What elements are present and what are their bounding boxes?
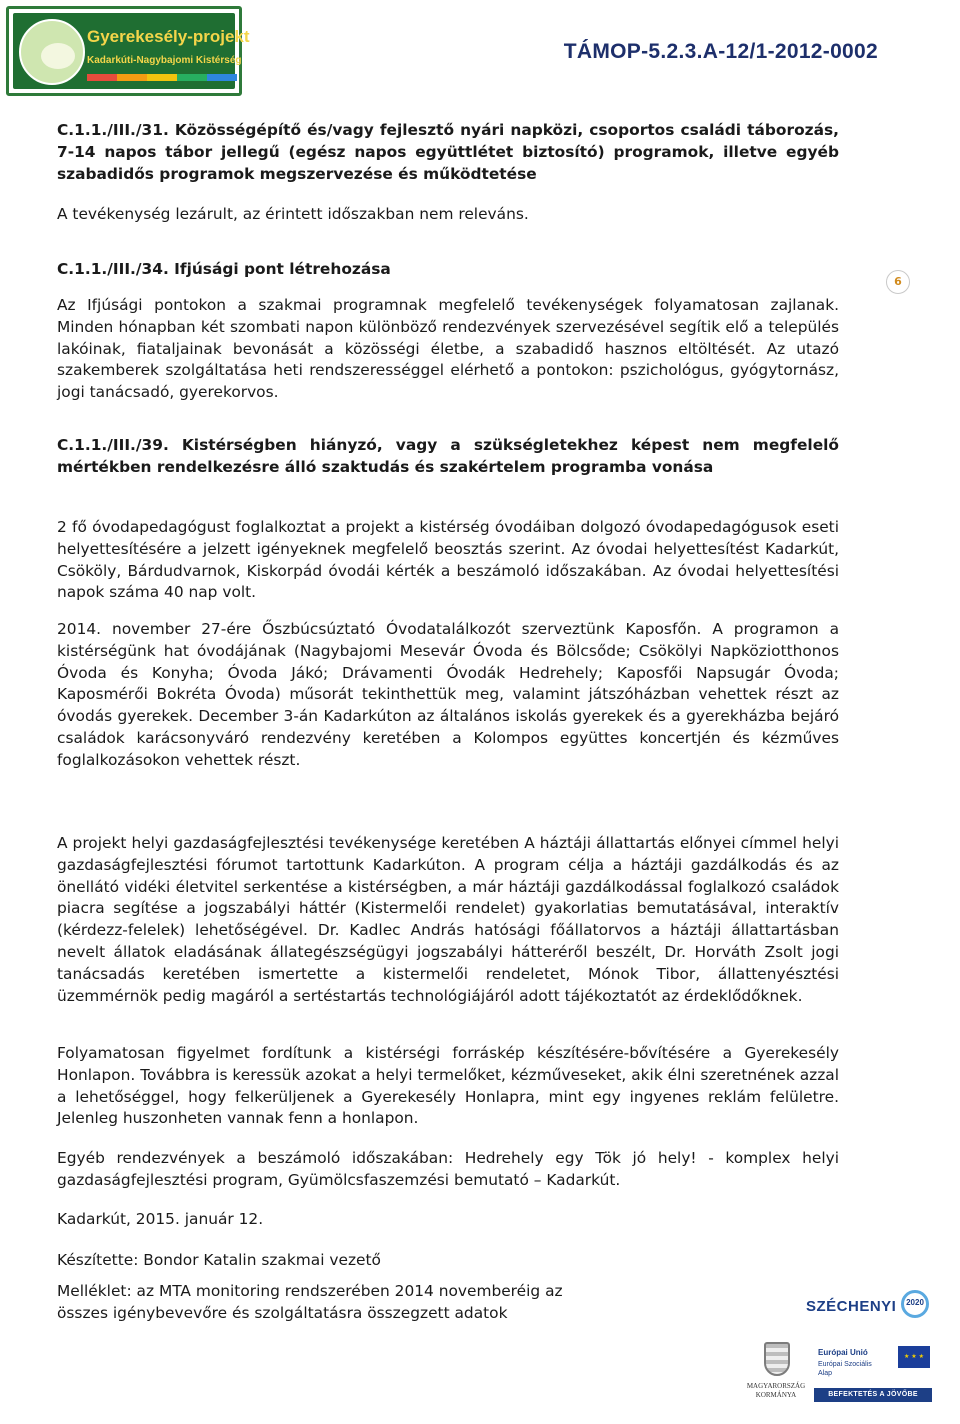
attachment-line-1: Melléklet: az MTA monitoring rendszerében 2014 novemberéig az [57, 1282, 563, 1300]
szechenyi-2020-logo [806, 1290, 930, 1332]
section-39-heading: C.1.1./III./39. Kistérségben hiányzó, vagy a szükségletekhez képest nem megfelelő mértékben rendelkezésre álló szaktudás és szakértelem programba vonása [57, 436, 839, 476]
document-author: Készítette: Bondor Katalin szakmai vezető [57, 1251, 381, 1269]
logo-color-strip [87, 74, 237, 81]
hungary-government-logo [746, 1342, 806, 1408]
attachment-note [57, 1281, 697, 1325]
hungary-line-1: MAGYARORSZÁG [746, 1382, 806, 1390]
project-code: TÁMOP-5.2.3.A-12/1-2012-0002 [563, 40, 878, 63]
logo-subtitle: Kadarkúti-Nagybajomi Kistérség [87, 55, 242, 66]
attachment-line-2: összes igénybevevőre és szolgáltatásra összegzett adatok [57, 1303, 508, 1322]
smiley-icon [41, 43, 75, 69]
szechenyi-year: 2020 [906, 1298, 924, 1307]
document-date: Kadarkút, 2015. január 12. [57, 1210, 264, 1228]
section-31-text: A tevékenység lezárult, az érintett időszakban nem releváns. [57, 205, 529, 223]
eu-flag-icon: ★ ★ ★ [898, 1346, 930, 1368]
eu-line-2: Európai Szociális Alap [818, 1361, 872, 1377]
logo-emblem [19, 19, 85, 85]
logo-background [13, 13, 250, 89]
hungary-government-text [746, 1382, 806, 1400]
szechenyi-text: SZÉCHENYI [806, 1298, 897, 1315]
other-events-paragraph: Egyéb rendezvények a beszámoló időszakában: Hedrehely egy Tök jó hely! - komplex helyi gazdaságfejlesztési program, Gyümölcsfaszemzési bemutató – Kadarkút. [57, 1149, 839, 1189]
section-31-heading: C.1.1./III./31. Közösségépítő és/vagy fejlesztő nyári napközi, csoportos családi táborozás, 7-14 napos tábor jellegű (egész napos együttlétet biztosító) programok, illetve egyéb szabadidős programok megszervezése és működtetése [57, 121, 839, 183]
page-number: 6 [886, 270, 910, 294]
website-paragraph: Folyamatosan figyelmet fordítunk a kistérségi forráskép készítésére-bővítésére a Gyerekesély Honlapon. Továbbra is keressük azokat a helyi termelőket, kézműveseket, akik élni szeretnének azzal a lehetőséggel, hogy felkerüljenek a Gyerekesély Honlapra, mint egy ingyenes reklám felületre. Jelenleg huszonheten vannak fenn a honlapon. [57, 1044, 839, 1128]
section-34-heading: C.1.1./III./34. Ifjúsági pont létrehozása [57, 260, 391, 278]
coat-of-arms-icon [764, 1342, 790, 1376]
eu-line-1: Európai Unió [818, 1348, 868, 1357]
project-logo [6, 6, 250, 96]
eu-slogan-bar: BEFEKTETÉS A JÖVŐBE [814, 1388, 932, 1402]
section-39-para-1: 2 fő óvodapedagógust foglalkoztat a projekt a kistérség óvodáiban dolgozó óvodapedagógusok eseti helyettesítésére a jelzett igényeknek megfelelő beosztás szerint. Az óvodai helyettesítést Kadarkút, Csököly, Bárdudvarnok, Kiskorpád óvodái kérték a beszámoló időszakában. Az óvodai helyettesítési napok száma 40 nap volt. [57, 518, 839, 602]
logo-title: Gyerekesély-projekt [87, 27, 250, 46]
section-39-para-2: 2014. november 27-ére Őszbúcsúztató Óvodatalálkozót szerveztünk Kaposfőn. A programon a kistérségünk hat óvodájának (Nagybajomi Mesevár Óvoda és Bölcsőde; Csökölyi Napköziotthonos Óvoda és Konyha; Óvoda Jákó; Drávamenti Óvodák Hedrehely; Kaposfői Napsugár Óvoda; Kaposmérői Bokréta Óvoda) műsorát tekinthettük meg, valamint játszóházban vehettek részt az óvodás gyerekek. December 3-án Kadarkúton az általános iskolás gyerekek és a gyerekházba bejáró családok karácsonyváró rendezvény keretében a Kolompos együttes koncertjén és kézműves foglalkozásokon vehettek részt. [57, 620, 839, 769]
eu-esf-logo [814, 1344, 932, 1402]
hungary-line-2: KORMÁNYA [755, 1391, 797, 1399]
economic-forum-paragraph: A projekt helyi gazdaságfejlesztési tevékenysége keretében A háztáji állattartás előnyei címmel helyi gazdaságfejlesztési fórumot tartottunk Kadarkúton. A program célja a háztáji gazdálkodás és az önellátó vidéki életvitel serkentése a kistérségben, a már háztáji gazdálkodással foglalkozó családok piacra segítése a jogszabályi háttér (Kistermelői rendelet) gyakorlatias bemutatásával, interaktív (kérdezz-felelek) lehetőségével. Dr. Kadlec András hatósági főállatorvos a háztáji állattartásban nevelt állatok eladásának állategészségügyi jogszabályi hátteréről beszélt, Dr. Horváth Zsolt jogi tanácsadás keretében ismertette a kistermelői rendeletet, Mónok Tibor, állattenyésztési üzemmérnök pedig magáról a sertéstartás technológiájáról adott tájékoztatót az érdeklődőknek. [57, 834, 839, 1005]
section-34-text: Az Ifjúsági pontokon a szakmai programnak megfelelő tevékenységek folyamatosan zajlanak. Minden hónapban két szombati napon különböző rendezvények szervezésével segítik elő a település lakóinak, fiataljainak bevonását a közösségi életbe, a szabadidő hasznos eltöltését. Az utazó szakemberek szolgáltatása heti rendszerességgel elérhető a pontokon: pszichológus, gyógytornász, jogi tanácsadó, gyerekorvos. [57, 296, 839, 402]
